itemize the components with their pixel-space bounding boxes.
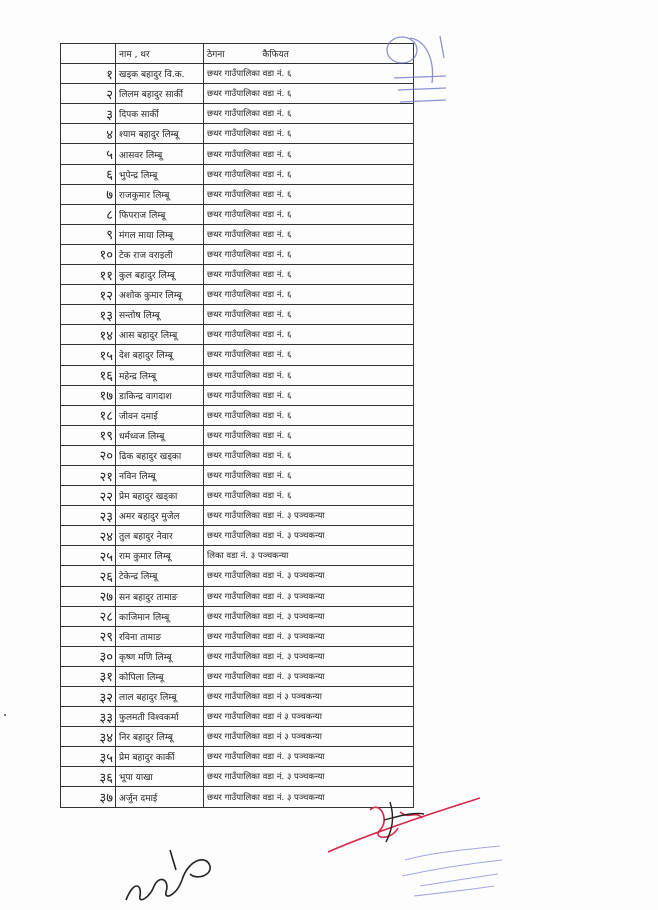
table-row	[61, 646, 414, 666]
table-row	[61, 285, 414, 305]
row-address: छथर गाउँपालिका वडा नं. ६	[204, 305, 414, 325]
table-row	[61, 164, 414, 184]
row-address: छथर गाउँपालिका वडा नं. ६	[204, 325, 414, 345]
row-name: सन्तोष लिम्बू	[116, 305, 204, 325]
row-serial-number: २०	[61, 445, 116, 465]
row-name: फुलमती विश्वकर्मा	[116, 707, 204, 727]
table-row	[61, 445, 414, 465]
row-address: छथर गाउँपालिका वडा नं. ६	[204, 244, 414, 264]
row-name: लाल बहादुर लिम्बू	[116, 687, 204, 707]
table-row	[61, 365, 414, 385]
row-address: छथर गाउँपालिका वडा नं. ३ पञ्चकन्या	[204, 586, 414, 606]
table-row	[61, 224, 414, 244]
row-serial-number: २२	[61, 486, 116, 506]
row-serial-number: ९	[61, 224, 116, 244]
row-serial-number: १९	[61, 425, 116, 445]
row-address: छथर गाउँपालिका वडा नं. ३ पञ्चकन्या	[204, 606, 414, 626]
table-row	[61, 546, 414, 566]
row-address: छथर गाउँपालिका वडा नं. ६	[204, 425, 414, 445]
roster-table	[60, 43, 414, 808]
table-row	[61, 64, 414, 84]
row-serial-number: ४	[61, 124, 116, 144]
table-row	[61, 526, 414, 546]
row-serial-number: ११	[61, 265, 116, 285]
table-header-row	[61, 44, 414, 64]
row-name: नविन लिम्बू	[116, 465, 204, 485]
table-row	[61, 747, 414, 767]
row-address: छथर गाउँपालिका वडा नं. ३ पञ्चकन्या	[204, 747, 414, 767]
row-serial-number: २१	[61, 465, 116, 485]
row-name: जीवन दमाई	[116, 405, 204, 425]
row-address: छथर गाउँपालिका वडा नं. ६	[204, 365, 414, 385]
signature-red	[320, 790, 490, 860]
header-name: नाम , थर	[116, 44, 204, 64]
row-name: भुपेन्द्र लिम्बू	[116, 164, 204, 184]
row-serial-number: १५	[61, 345, 116, 365]
table-row	[61, 626, 414, 646]
row-address: छथर गाउँपालिका वडा नं. ३ पञ्चकन्या	[204, 506, 414, 526]
row-serial-number: ३३	[61, 707, 116, 727]
row-address: छथर गाउँपालिका वडा नं. ६	[204, 465, 414, 485]
row-serial-number: ६	[61, 164, 116, 184]
table-row	[61, 606, 414, 626]
row-serial-number: १८	[61, 405, 116, 425]
row-serial-number: १४	[61, 325, 116, 345]
row-name: आसवर लिम्बू	[116, 144, 204, 164]
row-name: सन बहादुर तामाङ	[116, 586, 204, 606]
row-name: धर्मध्वज लिम्बू	[116, 425, 204, 445]
row-address: छथर गाउँपालिका वडा नं. ६	[204, 164, 414, 184]
row-serial-number: २५	[61, 546, 116, 566]
table-row	[61, 144, 414, 164]
row-name: राजकुमार लिम्बू	[116, 184, 204, 204]
row-name: भूपा याखा	[116, 767, 204, 787]
row-address: छथर गाउँपालिका वडा नं. ३ पञ्चकन्या	[204, 666, 414, 686]
table-row	[61, 566, 414, 586]
row-address: छथर गाउँपालिका वडा नं. ३ पञ्चकन्या	[204, 566, 414, 586]
row-serial-number: १७	[61, 385, 116, 405]
row-name: आस बहादुर लिम्बू	[116, 325, 204, 345]
row-name: अमर बहादुर मुजेल	[116, 506, 204, 526]
official-stamp-top	[380, 28, 450, 118]
row-name: रविना तामाङ	[116, 626, 204, 646]
table-row	[61, 666, 414, 686]
table-row	[61, 305, 414, 325]
row-address: छथर गाउँपालिका वडा नं ३ पञ्चकन्या	[204, 707, 414, 727]
table-row	[61, 325, 414, 345]
row-serial-number: २७	[61, 586, 116, 606]
row-address: छथर गाउँपालिका वडा नं. ६	[204, 486, 414, 506]
roster-body	[61, 64, 414, 807]
row-address: छथर गाउँपालिका वडा नं. ३ पञ्चकन्या	[204, 787, 414, 807]
row-address: छथर गाउँपालिका वडा नं. ६	[204, 124, 414, 144]
row-serial-number: २३	[61, 506, 116, 526]
row-serial-number: ३४	[61, 727, 116, 747]
row-address: छथर गाउँपालिका वडा नं. ६	[204, 224, 414, 244]
row-serial-number: ३०	[61, 646, 116, 666]
row-address: छथर गाउँपालिका वडा नं. ६	[204, 184, 414, 204]
table-row	[61, 506, 414, 526]
row-address: छथर गाउँपालिका वडा नं. ६	[204, 84, 414, 104]
row-serial-number: १	[61, 64, 116, 84]
table-row	[61, 405, 414, 425]
table-row	[61, 265, 414, 285]
row-address: छथर गाउँपालिका वडा नं. ३ पञ्चकन्या	[204, 626, 414, 646]
row-address: छथर गाउँपालिका वडा नं. ६	[204, 104, 414, 124]
row-name: निर बहादुर लिम्बू	[116, 727, 204, 747]
row-serial-number: ३७	[61, 787, 116, 807]
row-serial-number: ३५	[61, 747, 116, 767]
row-address: छथर गाउँपालिका वडा नं. ६	[204, 445, 414, 465]
table-row	[61, 707, 414, 727]
row-address: छथर गाउँपालिका वडा नं. ६	[204, 144, 414, 164]
row-serial-number: २	[61, 84, 116, 104]
row-name: तुल बहादुर नेवार	[116, 526, 204, 546]
table-row	[61, 184, 414, 204]
row-address: छथर गाउँपालिका वडा नं. ३ पञ्चकन्या	[204, 526, 414, 546]
row-name: कुल बहादुर लिम्बू	[116, 265, 204, 285]
table-row	[61, 385, 414, 405]
row-serial-number: २४	[61, 526, 116, 546]
table-row	[61, 345, 414, 365]
row-serial-number: १०	[61, 244, 116, 264]
row-name: लिलम बहादुर सार्की	[116, 84, 204, 104]
row-name: महेन्द्र लिम्बू	[116, 365, 204, 385]
row-serial-number: २८	[61, 606, 116, 626]
table-row	[61, 586, 414, 606]
row-name: फिपराज लिम्बू	[116, 204, 204, 224]
margin-dot	[4, 714, 6, 716]
table-row	[61, 104, 414, 124]
row-name: अर्जुन दमाई	[116, 787, 204, 807]
row-name: काजिमान लिम्बू	[116, 606, 204, 626]
row-serial-number: ५	[61, 144, 116, 164]
row-address: छथर गाउँपालिका वडा नं. ६	[204, 265, 414, 285]
row-name: राम कुमार लिम्बू	[116, 546, 204, 566]
row-address: लिका वडा नं. ३ पञ्चकन्या	[204, 546, 414, 566]
row-serial-number: ३२	[61, 687, 116, 707]
row-address: छथर गाउँपालिका वडा नं ३ पञ्चकन्या	[204, 727, 414, 747]
row-name: मंगल माया लिम्बू	[116, 224, 204, 244]
row-address: छथर गाउँपालिका वडा नं. ३ पञ्चकन्या	[204, 646, 414, 666]
table-row	[61, 244, 414, 264]
header-remarks: कैफियत	[262, 50, 289, 61]
row-name: खड्क बहादुर वि.क.	[116, 64, 204, 84]
row-name: कृष्ण मणि लिम्बू	[116, 646, 204, 666]
table-row	[61, 425, 414, 445]
row-serial-number: ८	[61, 204, 116, 224]
row-serial-number: १३	[61, 305, 116, 325]
row-name: टेक राज वराइली	[116, 244, 204, 264]
row-name: ढिक बहादुर खड्का	[116, 445, 204, 465]
row-serial-number: ३६	[61, 767, 116, 787]
row-serial-number: ३	[61, 104, 116, 124]
row-serial-number: १६	[61, 365, 116, 385]
row-serial-number: ७	[61, 184, 116, 204]
row-name: देश बहादुर लिम्बू	[116, 345, 204, 365]
row-address: छथर गाउँपालिका वडा नं. ३ पञ्चकन्या	[204, 767, 414, 787]
row-name: डाकिन्द्र वागदाश	[116, 385, 204, 405]
row-name: टेकेन्द्र लिम्बू	[116, 566, 204, 586]
row-serial-number: १२	[61, 285, 116, 305]
row-serial-number: ३१	[61, 666, 116, 686]
row-address: छथर गाउँपालिका वडा नं. ६	[204, 285, 414, 305]
table-row	[61, 124, 414, 144]
row-address: छथर गाउँपालिका वडा नं. ६	[204, 405, 414, 425]
row-serial-number: २९	[61, 626, 116, 646]
row-name: प्रेम बहादुर खड्का	[116, 486, 204, 506]
row-name: श्याम बहादुर लिम्बू	[116, 124, 204, 144]
header-serial	[61, 44, 116, 64]
row-name: कोपिला लिम्बू	[116, 666, 204, 686]
table-row	[61, 84, 414, 104]
table-row	[61, 204, 414, 224]
row-address: छथर गाउँपालिका वडा नं. ६	[204, 385, 414, 405]
row-name: प्रेम बहादुर कार्की	[116, 747, 204, 767]
table-row	[61, 767, 414, 787]
table-row	[61, 465, 414, 485]
row-address: छथर गाउँपालिका वडा नं ३ पञ्चकन्या	[204, 687, 414, 707]
signature-black	[120, 840, 220, 910]
row-address: छथर गाउँपालिका वडा नं. ६	[204, 345, 414, 365]
row-address: छथर गाउँपालिका वडा नं. ६	[204, 64, 414, 84]
table-row	[61, 486, 414, 506]
row-name: अशोक कुमार लिम्बू	[116, 285, 204, 305]
table-row	[61, 687, 414, 707]
row-address: छथर गाउँपालिका वडा नं. ६	[204, 204, 414, 224]
table-row	[61, 727, 414, 747]
row-serial-number: २६	[61, 566, 116, 586]
header-address: ठेगना	[207, 50, 225, 61]
row-name: दिपक सार्की	[116, 104, 204, 124]
